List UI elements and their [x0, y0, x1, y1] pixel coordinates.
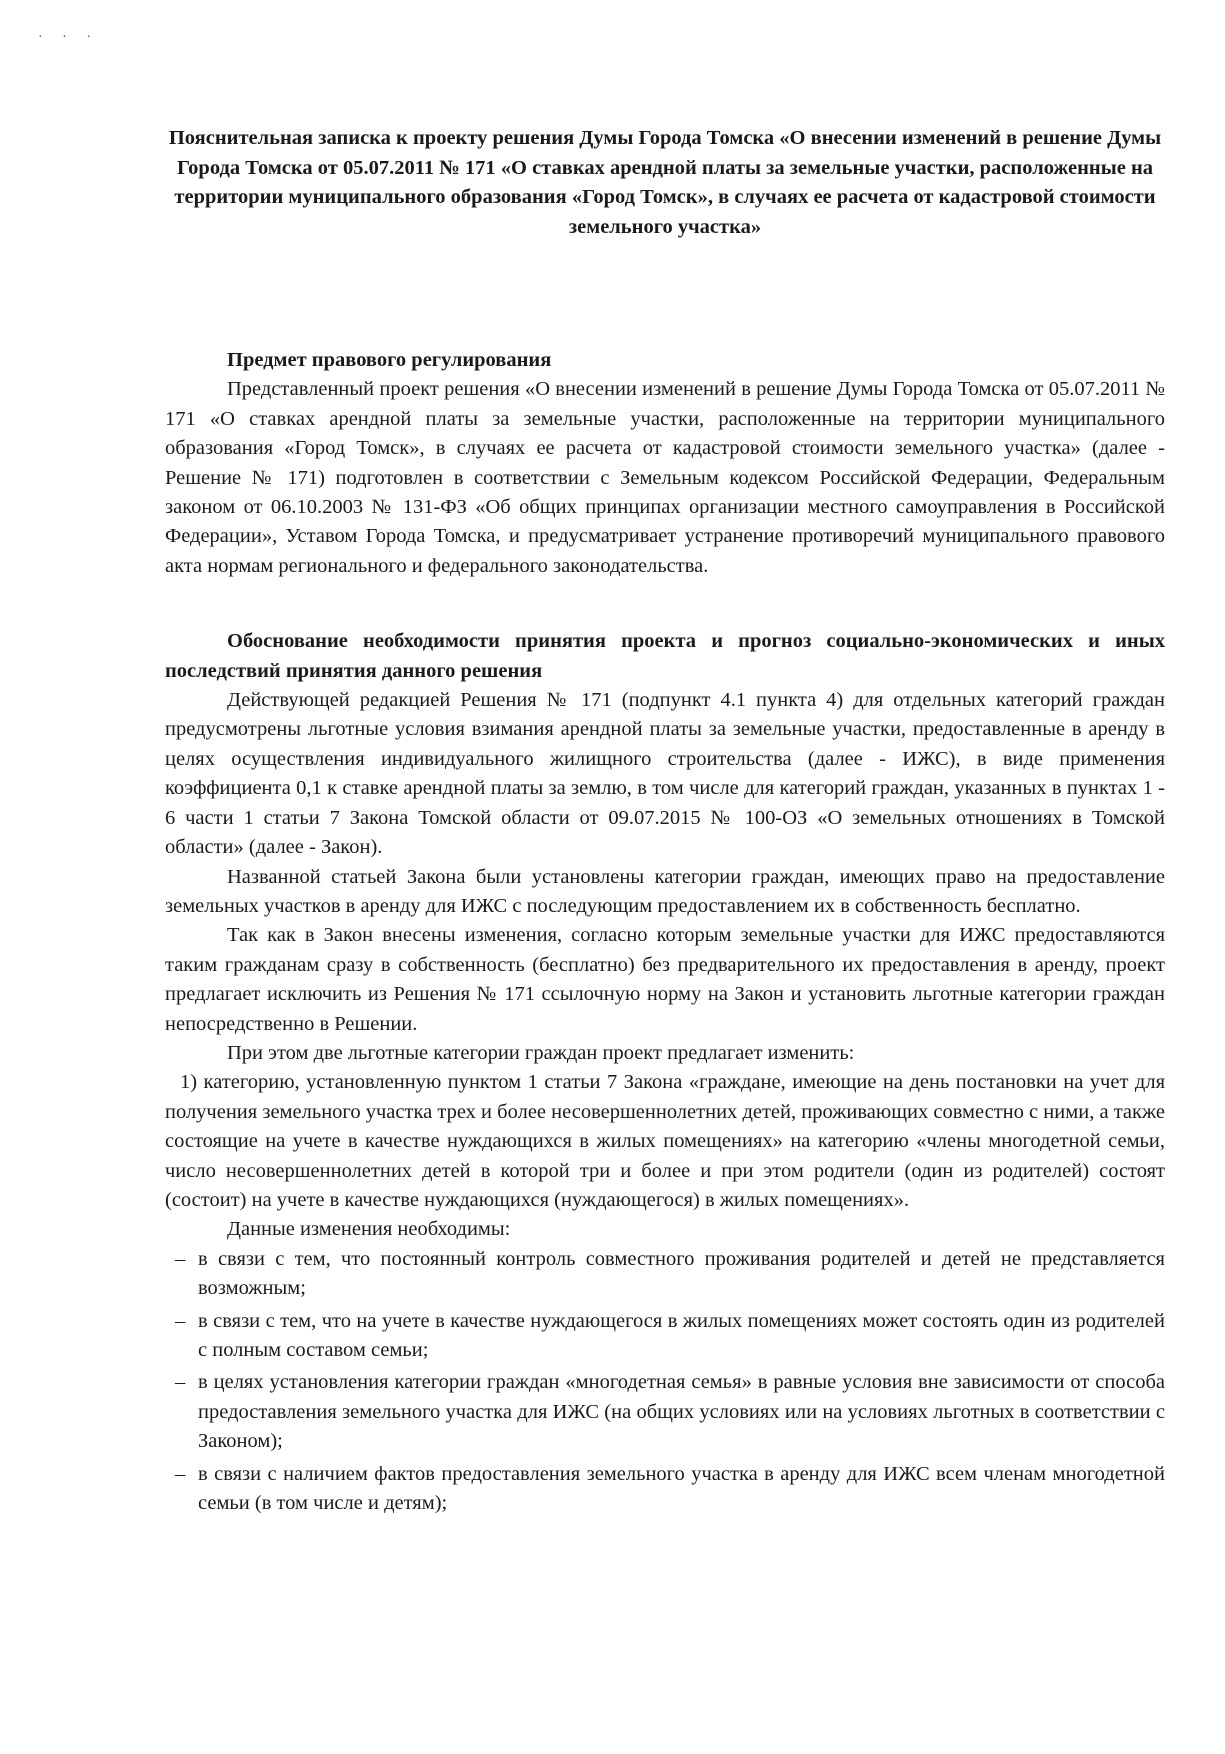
- paragraph: При этом две льготные категории граждан проект предлагает изменить:: [227, 1041, 855, 1064]
- section-heading-justification: Обоснование необходимости принятия проекта и прогноз социально-экономических и иных последствий принятия данного решения: [165, 630, 1165, 682]
- list-item: – в связи с тем, что постоянный контроль совместного проживания родителей и детей не представляется возможным;: [165, 1245, 1165, 1304]
- list-item: – в связи с тем, что на учете в качестве нуждающегося в жилых помещениях может состоять один из родителей с полным составом семьи;: [165, 1307, 1165, 1366]
- paragraph: Представленный проект решения «О внесении изменений в решение Думы Города Томска от 05.07.2011 № 171 «О ставках арендной платы за земельные участки, расположенные на территории муниципального образования «Город Томск», в случаях ее расчета от кадастровой стоимости земельного участка» (далее - Решение № 171) подготовлен в соответствии с Земельным кодексом Российской Федерации, Федеральным законом от 06.10.2003 № 131-ФЗ «Об общих принципах организации местного самоуправления в Российской Федерации», Уставом Города Томска, и предусматривает устранение противоречий муниципального правового акта нормам регионального и федерального законодательства.: [165, 378, 1165, 577]
- paragraph: Названной статьей Закона были установлены категории граждан, имеющих право на предоставление земельных участков в аренду для ИЖС с последующим предоставлением их в собственность бесплатно.: [165, 865, 1165, 917]
- section-heading-subject: Предмет правового регулирования: [227, 349, 552, 371]
- paragraph: Действующей редакцией Решения № 171 (подпункт 4.1 пункта 4) для отдельных категорий граждан предусмотрены льготные условия взимания арендной платы за земельные участки, предоставленные в аренду в целях осуществления индивидуального жилищного строительства (далее - ИЖС), в виде применения коэффициента 0,1 к ставке арендной платы за землю, в том числе для категорий граждан, указанных в пунктах 1 - 6 части 1 статьи 7 Закона Томской области от 09.07.2015 № 100-ОЗ «О земельных отношениях в Томской области» (далее - Закон).: [165, 689, 1165, 859]
- list-item: – в целях установления категории граждан «многодетная семья» в равные условия вне зависимости от способа предоставления земельного участка для ИЖС (на общих условиях или на условиях льготных в соответствии с Законом);: [165, 1368, 1165, 1456]
- document-body: [165, 346, 1165, 1521]
- scan-artifact: · · ·: [38, 30, 99, 45]
- document-title: Пояснительная записка к проекту решения Думы Города Томска «О внесении изменений в решение Думы Города Томска от 05.07.2011 № 171 «О ставках арендной платы за земельные участки, расположенные на территории муниципального образования «Город Томск», в случаях ее расчета от кадастровой стоимости земельного участка»: [168, 127, 1162, 238]
- list-item: – в связи с наличием фактов предоставления земельного участка в аренду для ИЖС всем членам многодетной семьи (в том числе и детям);: [165, 1460, 1165, 1519]
- paragraph: 1) категорию, установленную пунктом 1 статьи 7 Закона «граждане, имеющие на день постановки на учет для получения земельного участка трех и более несовершеннолетних детей, проживающих совместно с ними, а также состоящие на учете в качестве нуждающихся в жилых помещениях» на категорию «члены многодетной семьи, число несовершеннолетних детей в которой три и более и при этом родители (один из родителей) состоят (состоит) на учете в качестве нуждающихся (нуждающегося) в жилых помещениях».: [165, 1071, 1165, 1211]
- bullet-list: [165, 1245, 1165, 1519]
- paragraph: Так как в Закон внесены изменения, согласно которым земельные участки для ИЖС предоставляются таким гражданам сразу в собственность (бесплатно) без предварительного их предоставления в аренду, проект предлагает исключить из Решения № 171 ссылочную норму на Закон и установить льготные категории граждан непосредственно в Решении.: [165, 924, 1165, 1035]
- paragraph: Данные изменения необходимы:: [227, 1218, 511, 1241]
